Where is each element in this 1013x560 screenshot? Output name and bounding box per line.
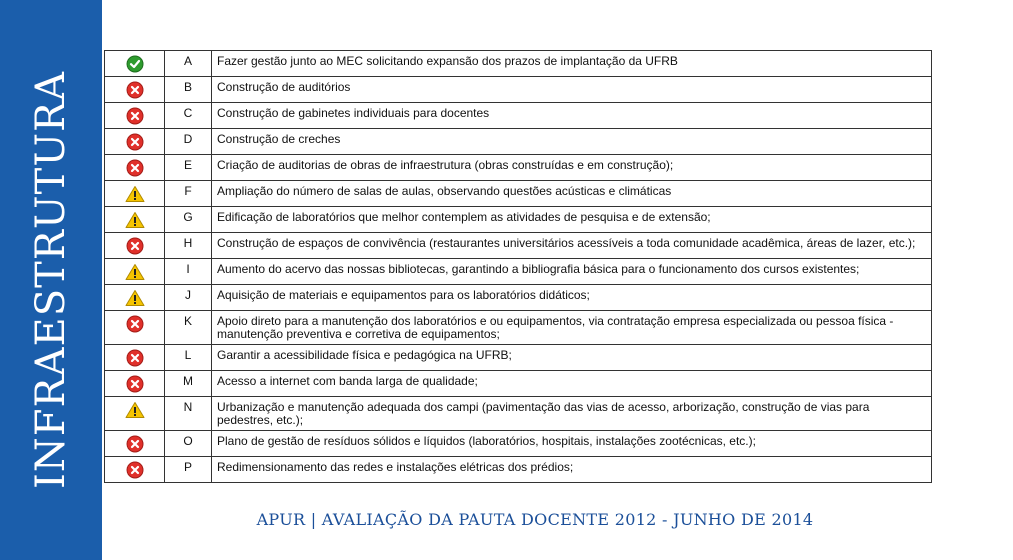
- items-table: [104, 50, 932, 483]
- table-row: [105, 129, 932, 155]
- status-cell: [105, 77, 165, 103]
- table-row: [105, 207, 932, 233]
- item-letter: K: [165, 311, 212, 345]
- status-cell: [105, 285, 165, 311]
- warning-triangle-icon: [110, 263, 159, 281]
- item-description: Construção de creches: [212, 129, 932, 155]
- table-row: [105, 233, 932, 259]
- table-row: [105, 155, 932, 181]
- section-title: INFRAESTRUTURA: [28, 70, 74, 490]
- x-circle-icon: [110, 107, 159, 125]
- x-circle-icon: [110, 375, 159, 393]
- table-row: [105, 397, 932, 431]
- check-circle-icon: [110, 55, 159, 73]
- item-description: Aumento do acervo das nossas bibliotecas, garantindo a bibliografia básica para o funcionamento dos cursos existentes;: [212, 259, 932, 285]
- status-cell: [105, 311, 165, 345]
- item-letter: H: [165, 233, 212, 259]
- item-description: Construção de auditórios: [212, 77, 932, 103]
- status-cell: [105, 181, 165, 207]
- item-description: Aquisição de materiais e equipamentos para os laboratórios didáticos;: [212, 285, 932, 311]
- item-letter: B: [165, 77, 212, 103]
- item-description: Urbanização e manutenção adequada dos campi (pavimentação das vias de acesso, arborização, construção de vias para pedestres, etc.);: [212, 397, 932, 431]
- item-description: Ampliação do número de salas de aulas, observando questões acústicas e climáticas: [212, 181, 932, 207]
- status-cell: [105, 51, 165, 77]
- item-letter: J: [165, 285, 212, 311]
- item-letter: F: [165, 181, 212, 207]
- status-cell: [105, 155, 165, 181]
- table-row: [105, 181, 932, 207]
- status-cell: [105, 129, 165, 155]
- item-description: Fazer gestão junto ao MEC solicitando expansão dos prazos de implantação da UFRB: [212, 51, 932, 77]
- item-description: Construção de gabinetes individuais para docentes: [212, 103, 932, 129]
- footer-caption: APUR | AVALIAÇÃO DA PAUTA DOCENTE 2012 - JUNHO DE 2014: [256, 510, 814, 529]
- x-circle-icon: [110, 349, 159, 367]
- item-description: Acesso a internet com banda larga de qualidade;: [212, 371, 932, 397]
- status-cell: [105, 397, 165, 431]
- x-circle-icon: [110, 133, 159, 151]
- item-description: Apoio direto para a manutenção dos laboratórios e ou equipamentos, via contratação empresa especializada ou pessoa física - manutenção preventiva e corretiva de equipamentos;: [212, 311, 932, 345]
- item-letter: D: [165, 129, 212, 155]
- item-description: Plano de gestão de resíduos sólidos e líquidos (laboratórios, hospitais, instalações zootécnicas, etc.);: [212, 431, 932, 457]
- warning-triangle-icon: [110, 289, 159, 307]
- table-row: [105, 345, 932, 371]
- item-description: Construção de espaços de convivência (restaurantes universitários acessíveis a toda comunidade acadêmica, áreas de lazer, etc.);: [212, 233, 932, 259]
- table-row: [105, 259, 932, 285]
- item-description: Edificação de laboratórios que melhor contemplem as atividades de pesquisa e de extensão;: [212, 207, 932, 233]
- status-cell: [105, 233, 165, 259]
- table-row: [105, 51, 932, 77]
- warning-triangle-icon: [110, 211, 159, 229]
- item-letter: P: [165, 457, 212, 483]
- table-row: [105, 457, 932, 483]
- item-letter: O: [165, 431, 212, 457]
- status-cell: [105, 259, 165, 285]
- x-circle-icon: [110, 159, 159, 177]
- x-circle-icon: [110, 237, 159, 255]
- item-letter: G: [165, 207, 212, 233]
- table-row: [105, 431, 932, 457]
- x-circle-icon: [110, 435, 159, 453]
- item-letter: E: [165, 155, 212, 181]
- table-row: [105, 103, 932, 129]
- sidebar-band: [0, 0, 102, 560]
- status-cell: [105, 345, 165, 371]
- status-cell: [105, 207, 165, 233]
- x-circle-icon: [110, 81, 159, 99]
- warning-triangle-icon: [110, 185, 159, 203]
- table-row: [105, 77, 932, 103]
- item-letter: A: [165, 51, 212, 77]
- status-cell: [105, 103, 165, 129]
- status-cell: [105, 371, 165, 397]
- item-description: Criação de auditorias de obras de infraestrutura (obras construídas e em construção);: [212, 155, 932, 181]
- item-letter: L: [165, 345, 212, 371]
- x-circle-icon: [110, 315, 159, 333]
- table-row: [105, 285, 932, 311]
- table-row: [105, 371, 932, 397]
- item-letter: N: [165, 397, 212, 431]
- item-letter: C: [165, 103, 212, 129]
- item-letter: M: [165, 371, 212, 397]
- item-description: Garantir a acessibilidade física e pedagógica na UFRB;: [212, 345, 932, 371]
- warning-triangle-icon: [110, 401, 159, 419]
- item-description: Redimensionamento das redes e instalações elétricas dos prédios;: [212, 457, 932, 483]
- status-cell: [105, 431, 165, 457]
- x-circle-icon: [110, 461, 159, 479]
- table-row: [105, 311, 932, 345]
- item-letter: I: [165, 259, 212, 285]
- status-cell: [105, 457, 165, 483]
